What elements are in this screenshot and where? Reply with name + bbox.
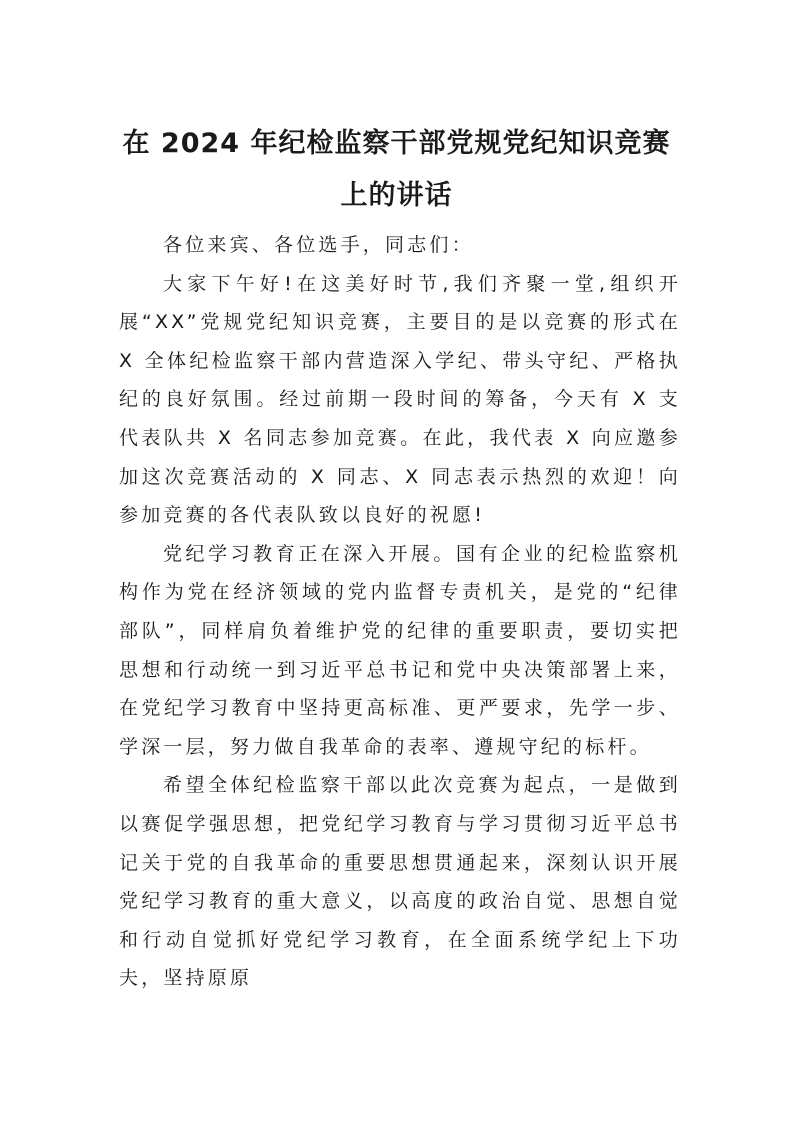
document-title-line-2: 上的讲话 [340, 180, 453, 211]
body-paragraph: 大家下午好!在这美好时节,我们齐聚一堂,组织开展“XX”党规党纪知识竞赛，主要目的是以竞赛的形式在 X 全体纪检监察干部内营造深入学纪、带头守纪、严格执纪的良好氛围。经过前期一段时间的筹备，今天有 X 支代表队共 X 名同志参加竞赛。在此，我代表 X 向应邀参加这次竞赛活动的 X 同志、X 同志表示热烈的欢迎！向参加竞赛的各代表队致以良好的祝愿! [119, 272, 681, 527]
body-paragraph: 希望全体纪检监察干部以此次竞赛为起点，一是做到以赛促学强思想，把党纪学习教育与学习贯彻习近平总书记关于党的自我革命的重要思想贯通起来，深刻认识开展党纪学习教育的重大意义，以高度的政治自觉、思想自觉和行动自觉抓好党纪学习教育，在全面系统学纪上下功夫，坚持原原 [119, 774, 681, 990]
body-paragraph: 党纪学习教育正在深入开展。国有企业的纪检监察机构作为党在经济领域的党内监督专责机关，是党的“纪律部队”，同样肩负着维护党的纪律的重要职责，要切实把思想和行动统一到习近平总书记和党中央决策部署上来，在党纪学习教育中坚持更高标准、更严要求，先学一步、学深一层，努力做自我革命的表率、遵规守纪的标杆。 [119, 542, 681, 758]
salutation-paragraph: 各位来宾、各位选手，同志们： [163, 234, 474, 256]
document-body [119, 226, 681, 998]
document-title-line-1: 在 2024 年纪检监察干部党规党纪知识竞赛 [122, 128, 671, 159]
